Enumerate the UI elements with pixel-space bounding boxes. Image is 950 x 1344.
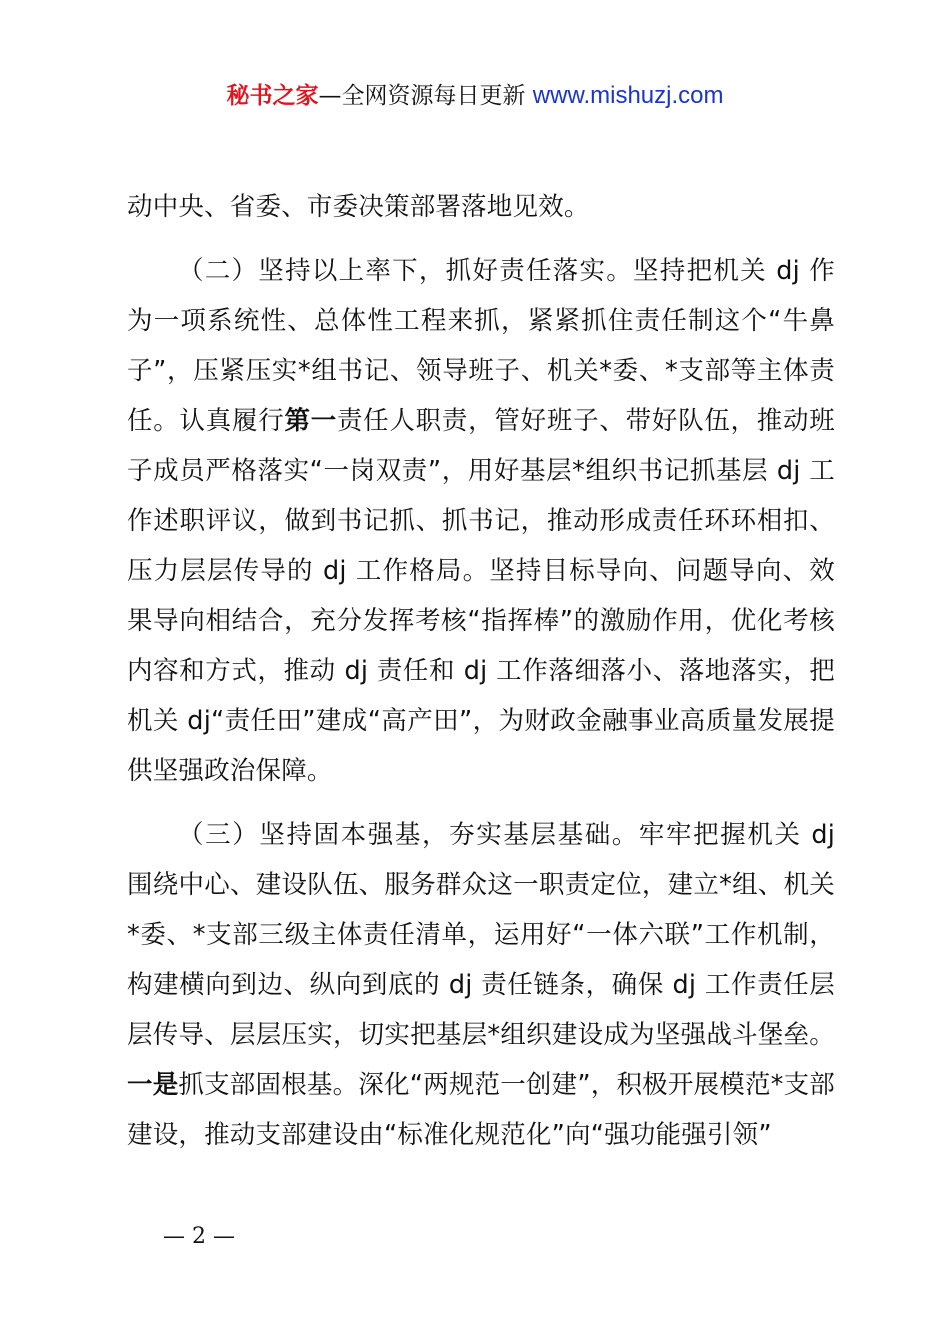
- paragraph-continuation: 动中央、省委、市委决策部署落地见效。: [127, 192, 590, 222]
- site-url[interactable]: www.mishuzj.com: [532, 82, 724, 109]
- page-number: — 2 —: [163, 1224, 235, 1249]
- paragraph-section-3: [127, 810, 835, 1160]
- header-tagline: —全网资源每日更新: [318, 83, 533, 109]
- paragraph-section-2: [127, 246, 835, 796]
- emphasis-text: 一是: [127, 1070, 179, 1100]
- paragraph-text: （二）坚持以上率下，抓好责任落实。坚持把机关 dj 作为一项系统性、总体性工程来抓，紧紧抓住责任制这个“牛鼻子”，压紧压实*组书记、领导班子、机关*委、*支部等主体责任。认真履行: [127, 256, 835, 436]
- brand-name: 秘书之家: [226, 83, 319, 109]
- paragraph-text: 责任人职责，管好班子、带好队伍，推动班子成员严格落实“一岗双责”，用好基层*组织书记抓基层 dj 工作述职评议，做到书记抓、抓书记，推动形成责任环环相扣、压力层层传导的 dj 工作格局。坚持目标导向、问题导向、效果导向相结合，充分发挥考核“指挥棒”的激励作用，优化考核内容和方式，推动 dj 责任和 dj 工作落细落小、落地落实，把机关 dj“责任田”建成“高产田”，为财政金融事业高质量发展提供坚强政治保障。: [127, 406, 835, 786]
- emphasis-text: 第一: [284, 406, 337, 436]
- site-header: [0, 80, 950, 112]
- paragraph-text: 抓支部固根基。深化“两规范一创建”，积极开展模范*支部建设，推动支部建设由“标准化规范化”向“强功能强引领”: [127, 1070, 835, 1150]
- document-body: [127, 182, 835, 1160]
- paragraph-text: （三）坚持固本强基，夯实基层基础。牢牢把握机关 dj 围绕中心、建设队伍、服务群众这一职责定位，建立*组、机关*委、*支部三级主体责任清单，运用好“一体六联”工作机制，构建横向到边、纵向到底的 dj 责任链条，确保 dj 工作责任层层传导、层层压实，切实把基层*组织建设成为坚强战斗堡垒。: [127, 820, 835, 1050]
